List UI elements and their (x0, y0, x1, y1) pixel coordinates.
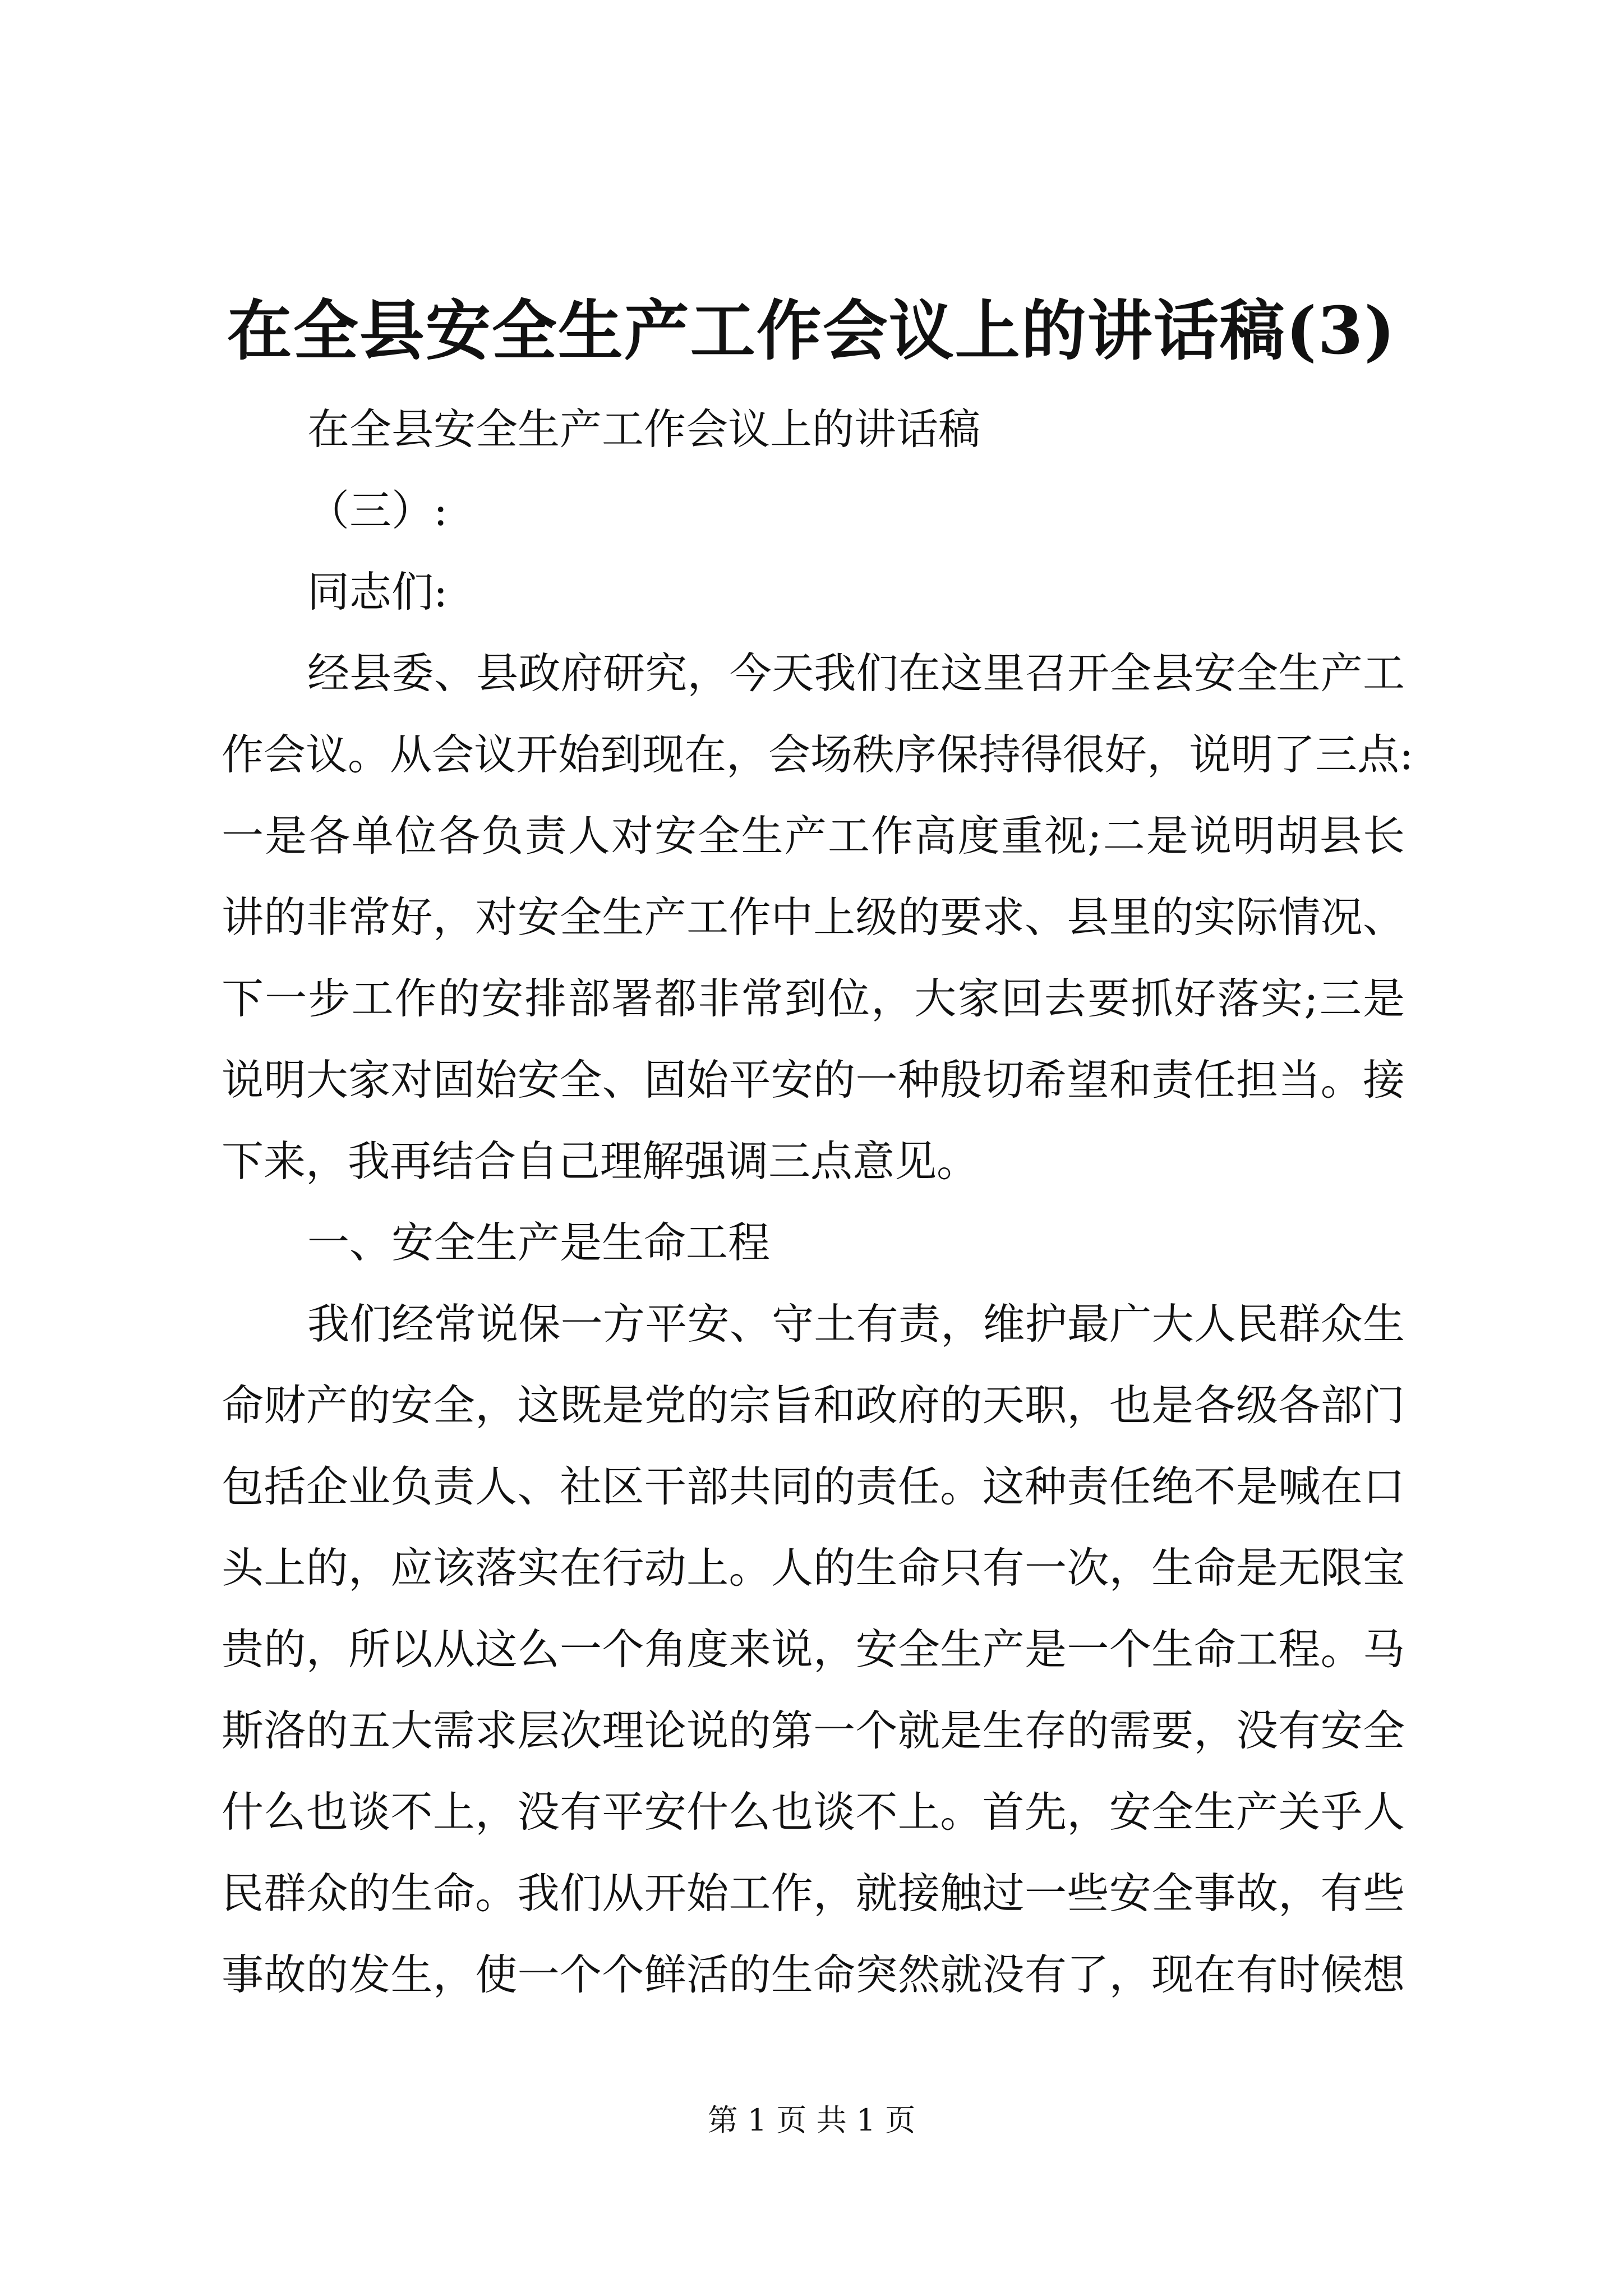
section-heading: 一、安全生产是生命工程 (307, 1218, 771, 1267)
paragraph-line: 民群众的生命。我们从开始工作，就接触过一些安全事故，有些 (222, 1869, 1405, 1918)
subtitle-line: 在全县安全生产工作会议上的讲话稿 (307, 404, 981, 454)
paragraph-line: 包括企业负责人、社区干部共同的责任。这种责任绝不是喊在口 (222, 1462, 1405, 1511)
paragraph-line: 作会议。从会议开始到现在，会场秩序保持得很好，说明了三点: (222, 730, 1414, 779)
paragraph-line: 我们经常说保一方平安、守土有责，维护最广大人民群众生 (307, 1299, 1405, 1349)
paragraph-line: 什么也谈不上，没有平安什么也谈不上。首先，安全生产关乎人 (222, 1787, 1405, 1837)
subtitle-number: （三）: (307, 486, 448, 535)
salutation: 同志们: (307, 567, 448, 616)
paragraph-line: 事故的发生，使一个个鲜活的生命突然就没有了，现在有时候想 (222, 1950, 1405, 1999)
paragraph-line: 说明大家对固始安全、固始平安的一种殷切希望和责任担当。接 (222, 1055, 1405, 1105)
paragraph-line: 经县委、县政府研究，今天我们在这里召开全县安全生产工 (307, 648, 1405, 698)
paragraph-line: 命财产的安全，这既是党的宗旨和政府的天职，也是各级各部门 (222, 1381, 1405, 1430)
page-footer: 第 1 页 共 1 页 (707, 2102, 916, 2138)
paragraph-line: 头上的，应该落实在行动上。人的生命只有一次，生命是无限宝 (222, 1543, 1405, 1593)
paragraph-line: 一是各单位各负责人对安全生产工作高度重视;二是说明胡县长 (222, 811, 1405, 861)
paragraph-line: 贵的，所以从这么一个角度来说，安全生产是一个生命工程。马 (222, 1625, 1405, 1674)
paragraph-line: 下来，我再结合自己理解强调三点意见。 (222, 1137, 979, 1186)
document-title: 在全县安全生产工作会议上的讲话稿(3) (227, 293, 1396, 369)
paragraph-line: 斯洛的五大需求层次理论说的第一个就是生存的需要，没有安全 (222, 1706, 1405, 1755)
paragraph-line: 下一步工作的安排部署都非常到位，大家回去要抓好落实;三是 (222, 974, 1405, 1023)
paragraph-line: 讲的非常好，对安全生产工作中上级的要求、县里的实际情况、 (222, 892, 1405, 942)
